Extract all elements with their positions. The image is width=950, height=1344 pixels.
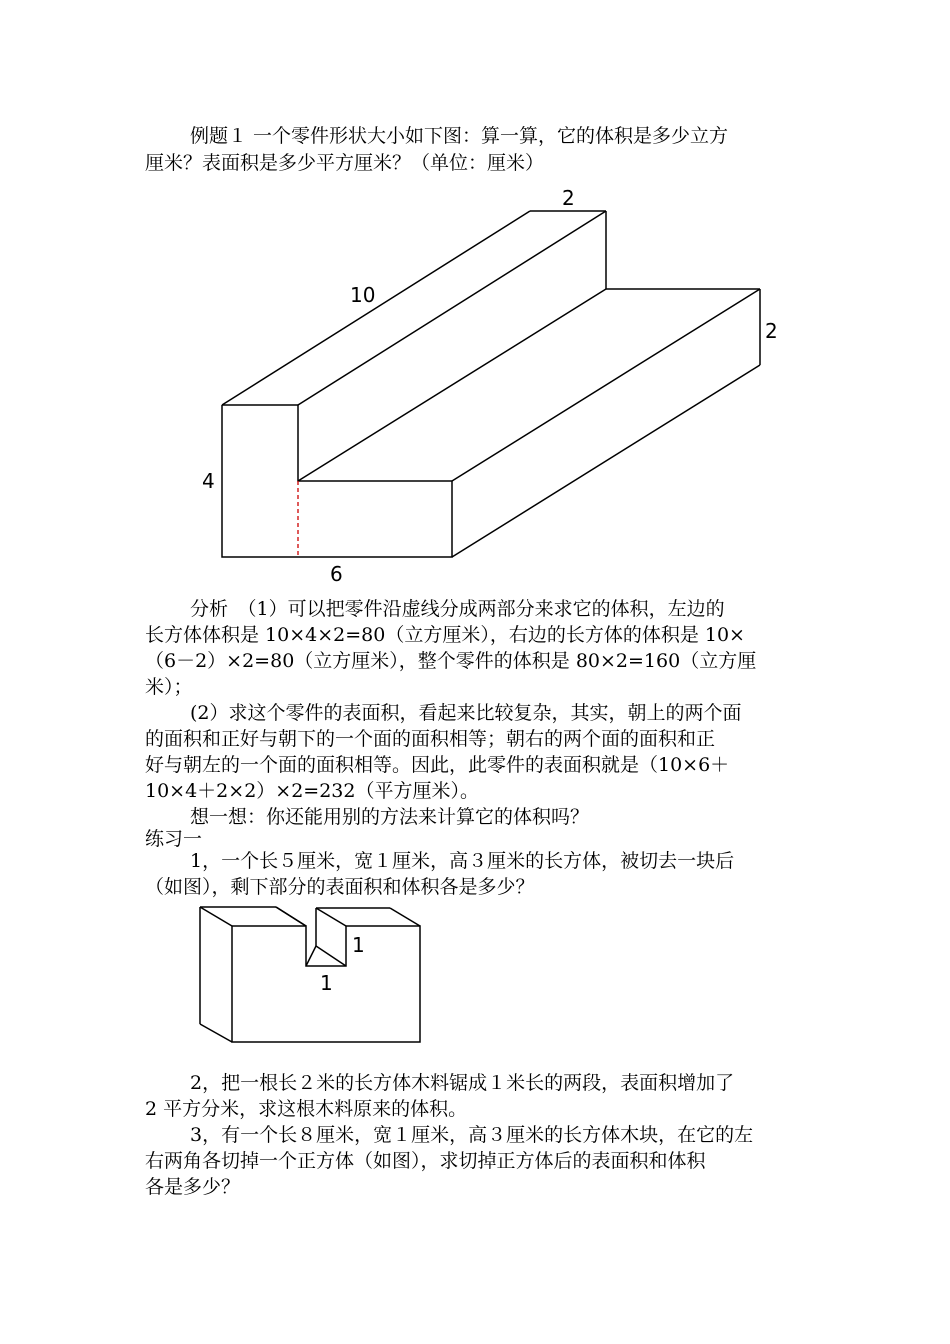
dim-length: 10 (350, 283, 376, 307)
dim-left: 4 (202, 469, 215, 493)
notch-right-dim: 1 (352, 933, 365, 957)
q2-line-1: 2，把一根长２米的长方体木料锯成１米长的两段，表面积增加了 (190, 1072, 735, 1094)
analysis-line-4: 米）； (145, 676, 193, 698)
analysis-line-1: 分析 （1）可以把零件沿虚线分成两部分来求它的体积，左边的 (190, 598, 725, 620)
analysis-line-5: (2）求这个零件的表面积，看起来比较复杂，其实，朝上的两个面 (190, 702, 742, 724)
example-line-2: 厘米？表面积是多少平方厘米？（单位：厘米） (145, 152, 545, 174)
q1-line-2: （如图），剩下部分的表面积和体积各是多少？ (145, 876, 535, 898)
q2-line-2: 2 平方分米，求这根木料原来的体积。 (145, 1098, 468, 1120)
q3-line-2: 右两角各切掉一个正方体（如图），求切掉正方体后的表面积和体积 (145, 1150, 706, 1172)
analysis-line-8: 10×4＋2×2）×2=232（平方厘米）。 (145, 780, 479, 802)
notch-bottom-dim: 1 (320, 971, 333, 995)
dim-bottom: 6 (330, 562, 343, 586)
q3-line-3: 各是多少？ (145, 1176, 241, 1198)
dim-top: 2 (562, 186, 575, 210)
analysis-line-3: （6－2）×2=80（立方厘米），整个零件的体积是 80×2=160（立方厘 (145, 650, 757, 672)
example-line-1: 例题１ 一个零件形状大小如下图：算一算，它的体积是多少立方 (190, 125, 729, 147)
analysis-line-2: 长方体体积是 10×4×2=80（立方厘米），右边的长方体的体积是 10× (145, 624, 745, 646)
analysis-line-6: 的面积和正好与朝下的一个面的面积相等；朝右的两个面的面积和正 (145, 728, 716, 750)
think-line: 想一想：你还能用别的方法来计算它的体积吗？ (190, 806, 590, 828)
q1-line-1: 1，一个长５厘米，宽１厘米，高３厘米的长方体，被切去一块后 (190, 850, 735, 872)
dim-right: 2 (765, 319, 778, 343)
q3-line-1: 3，有一个长８厘米，宽１厘米，高３厘米的长方体木块，在它的左 (190, 1124, 754, 1146)
practice-heading: 练习一 (145, 828, 203, 850)
analysis-line-7: 好与朝左的一个面的面积相等。因此，此零件的表面积就是（10×6＋ (145, 754, 730, 776)
